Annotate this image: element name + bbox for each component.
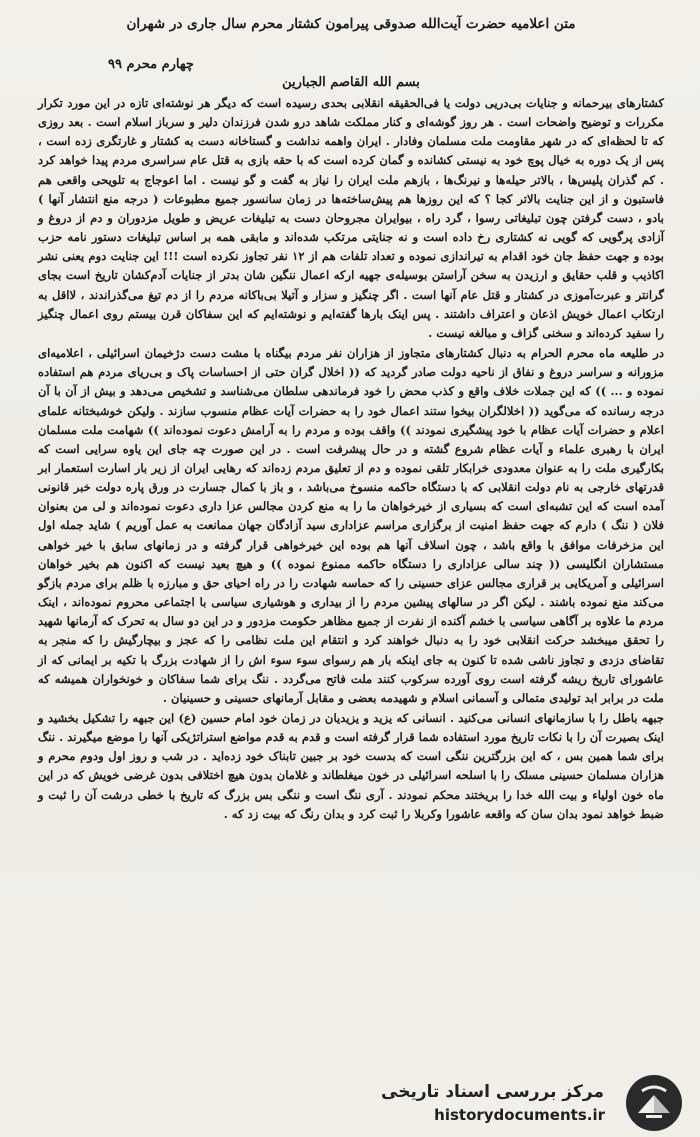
- watermark-url: historydocuments.ir: [434, 1106, 605, 1124]
- document-body: [38, 14, 664, 824]
- watermark: [0, 1066, 700, 1137]
- document-date: چهارم محرم ۹۹: [108, 57, 194, 72]
- paragraph-3: جبهه باطل را با سازمانهای انسانی می‌کنید . انسانی که یزید و یزیدیان در زمان خود امام حسین (ع) این جبهه را تشکیل بخشید و اینک بصیرت آن را با نکات تاریخ مورد استفاده شما قرار گرفته است و قدم به قدم مواضع استراتژیکی آنها را موضع میگیرند . ننگ برای شما همین بس ، که این بزرگترین ننگی است که بدست خود بر جبین تابناک خود زده‌اید . در شب و روز اول ودوم محرم و هزاران مسلمان حسینی مسلک را با اسلحه اسرائیلی در خون میغلطاند و غلامان بدون هیچ اختلافی بدون غرضی خویش که در این ماه خون اولیاء و بیت الله خدا را بریختند محکم نمودند . آری ننگ است و ننگی بس بزرگ که تاریخ با خطی درشت آن را ثبت و ضبط خواهد نمود بدان سان که واقعه عاشورا وکربلا را ثبت کرد و بدان رنگ که بیت زد که .: [38, 711, 664, 821]
- watermark-title: مرکز بررسی اسناد تاریخی: [381, 1082, 604, 1102]
- paragraph-1: کشتارهای بیرحمانه و جنایات بی‌دریی دولت یا فی‌الحقیقه انقلابی بحدی رسیده است که دیگر هر نوشته‌ای تازه در این مورد تکرار مکررات و توضیح واضحات است . هر روز گوشه‌ای و کنار مملکت شاهد درو شدن فرزندان دلیر و سرباز اسلام است . بعد روزی که تا لحظه‌ای که در شهر مقاومت ملت مسلمان وفادار . ایران واهمه نداشت و گستاخانه دست به کشتار و غارتگری زده است ، پس از یک دوره به خیال پوچ خود به نیستی کشانده و گمان کرده است که با حقه بازی به قتل عام سراسری مردم پیدا خواهد کرد . کم گذران پلیس‌ها ، بالاتر حیله‌ها و نیرنگ‌ها ، بازهم ملت ایران را نیاز به گفت و گو نیست . اما اعوجاج به تلویحی واقعی هم فاستبون و از این جنایت بالاتر کجا ؟ که این روزها هم پیش‌ساخته‌ها در زمان سانسور جمیع مطبوعات ( درجه منع انتشار آنها ) بادو ، دست گرفتن چون تبلیغاتی رسوا ، گرد راه ، بیوایران مجروحان دست به تبلیغات عریض و طویل مزدوران و دم از دروغ و آزادی پرگویی که گویی نه کشتاری رخ داده است و نه جنایتی مرتکب شده‌اند و مابقی همه بر اساس تبلیغات دستور نامه حزب بوده و جهت حفظ جان خود اقدام به تیراندازی نموده و تعداد تلفات هم از ۱۲ نفر تجاوز نکرده است !!! این جنایت دوم یعنی نشر اکاذیب و قلب حقایق و ارزیدن به سخن آراستن بوسیله‌ی جهیه ارکه اعمال ننگین شان بدتر از جنایات آدم‌کشان تاریخ است بجای گرانتر و عبرت‌آموزی در کشتار و قتل عام آنها است . اگر چنگیز و سزار و آتیلا بی‌باکانه مردم را از دم تیغ می‌گذراندند ، لااقل به ارتکاب اعمال خویش اذعان و اعتراف داشتند . پس اینک بارها گفته‌ایم و نوشته‌ایم که این سفاکان قرن بیستم روی اعمال چنگیز را سفید کرده‌اند و سخنی گزاف و مبالغه نیست .: [38, 96, 665, 340]
- document-header: متن اعلامیه حضرت آیت‌الله صدوقی پیرامون کشتار محرم سال جاری در شهران: [126, 16, 576, 32]
- paragraph-2: در طلیعه ماه محرم الحرام به دنبال کشتارهای متجاوز از هزاران نفر مردم بیگناه با مشت دست دژخیمان اسرائیلی ، اعلامیه‌ای مزورانه و سراسر دروغ و نفاق از ناحیه دولت صادر گردید که (( اخلال گران حتی از احساسات پاک و بی‌ریای مردم هم استفاده نموده و ... )) که این جملات خلاف واقع و کذب محض را خود فرماندهی سلطان می‌شناسد و تشخیص می‌دهد و بیش از آن با آن درجه رسانده که می‌گوید (( اخلالگران بیخوا ستند اعمال خود را به حضرات آیات عظام منسوب سازند . ولیکن خوشبختانه علمای اعلام و حضرات آیات عظام با خود پیشگیری نمودند )) واقف بوده و مردم را به آرامش دعوت نموده‌اند )) شهامت ملت مسلمان ایران با رهبری علماء و آیات عظام شروع گشته و در حال پیشرفت است . در این صورت چه جای این یاوه سرایی است که بکارگیری ملت را به عنوان معدودی خرابکار تلقی نموده و دم از تعلیق مردم زده‌اند که رهایی ایران از زیر بار اسارت استعمار ابر قدرتهای خارجی به نام دولت انقلابی که با دستگاه حاکمه منسوخ می‌باشد ، و باز با کمال جسارت در ورق پاره دولت خبر قانونی آمده است که این تشبه‌ای است که بسیاری از خیرخواهان ما را به منع کردن مجالس عزا داری دعوت نموده‌اند و لی من بعنوان فلان ( ننگ ) دارم که جهت حفظ امنیت از برگزاری مراسم عزاداری سید آزادگان جهان ممانعت به عمل آوریم ) شاید جمله اول این مزخرفات موافق با واقع باشد ، چون اسلاف آنها هم بوده این خیرخواهی قرار گرفته و در زمانهای سابق با خیر خواهی مستشاران انگلیسی (( چند سالی عزاداری را دستگاه حاکمه ممنوع نموده )) و هیچ بعید نیست که اکنون هم بخیر خواهان اسرائیلی و آمریکایی بر قراری مجالس عزای حسینی را که حماسه شهادت را در راه احیای حق و مبارزه با ظلم برای مردم بازگو می‌کند منع نموده باشند . لیکن اگر در سالهای پیشین مردم را از بیداری و هوشیاری سیاسی با اجتماعی محروم نموده‌اند ، اینک مردم ما علاوه بر آگاهی سیاسی با خشم آکنده از نفرت از جمیع مظاهر حکومت مزدور و در این دو سال به تحرک که آرمانها شهید را تحقق میبخشد حرکت انقلابی خود را به دنبال خواهند کرد و انتقام این ملت نظامی را که عجز و بیچارگیش را که منجر به تقاضای دزدی و تجاوز ناشی شده تا کنون به جای اینکه بار هم رسوای سوء سوء اش را از شهادت بزرگ با تکیه بر ایمانی که از عاشورای تاریخ ریشه گرفته است روی آورده سرکوب کنند ملت فاتح می‌گردد . ننگ برای شما سفاکان و خونخواران همیشه که ملت در برابر ابد تولیدی متمالی و آسمانی اسلام و شهیدمه بعضی و مقابل آرمانهای حسینی و حسینیان .: [38, 346, 664, 705]
- bismillah-line: بسم الله القاصم الجبارین: [282, 75, 420, 90]
- historydocuments-logo-icon: [624, 1073, 684, 1133]
